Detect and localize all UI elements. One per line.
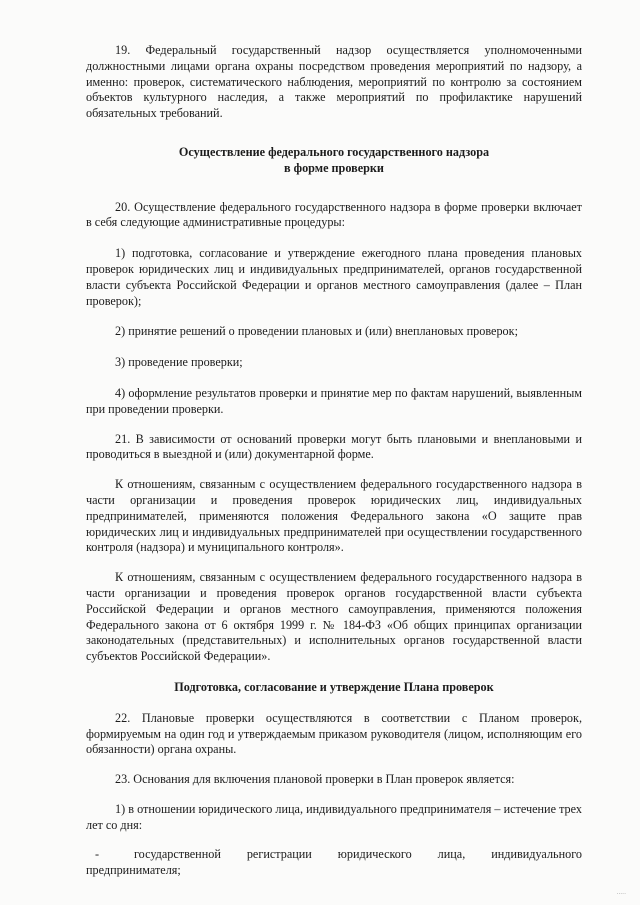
dash-marker: - (94, 847, 100, 862)
section-heading-inspection (86, 145, 582, 177)
heading-line-1: Осуществление федерального государственного надзора (178, 144, 490, 159)
paragraph-21: 21. В зависимости от оснований проверки могут быть плановыми и внеплановыми и проводиться в выездной и (или) документарной форме. (86, 431, 582, 462)
dash-list-item-first-line (86, 847, 582, 863)
list-item-20-3: 3) проведение проверки; (115, 355, 243, 370)
section-heading-plan: Подготовка, согласование и утверждение Плана проверок (174, 679, 494, 694)
paragraph-23: 23. Основания для включения плановой проверки в План проверок является: (115, 772, 515, 787)
document-body (86, 43, 582, 879)
paragraph-relations-1: К отношениям, связанным с осуществлением федерального государственного надзора в части организации и проведения проверок юридических лиц, индивидуальных предпринимателей, применяются положения Федерального закона «О защите прав юридических лиц и индивидуальных предпринимателей при осуществлении государственного контроля (надзора) и муниципального контроля». (86, 477, 582, 555)
paragraph-20: 20. Осуществление федерального государственного надзора в форме проверки включает в себя следующие административные процедуры: (86, 199, 582, 230)
dash-word: юридического (337, 847, 412, 862)
dash-word: государственной (133, 847, 221, 862)
dash-list-item-second-line: предпринимателя; (86, 863, 181, 878)
dash-word: лица, (437, 847, 466, 862)
list-item-20-2: 2) принятие решений о проведении плановых и (или) внеплановых проверок; (115, 324, 518, 339)
dash-word: индивидуального (491, 847, 582, 862)
paragraph-19: 19. Федеральный государственный надзор осуществляется уполномоченными должностными лицами органа охраны посредством проведения мероприятий по надзору, а именно: проверок, систематического наблюдения, мероприятий по контролю за состоянием объектов культурного наследия, а также мероприятий по профилактике нарушений обязательных требований. (86, 43, 582, 121)
dash-list-item (86, 847, 582, 879)
list-item-23-1: 1) в отношении юридического лица, индивидуального предпринимателя – истечение трех лет со дня: (86, 801, 582, 832)
scan-footer-mark: ..... (616, 889, 626, 897)
heading-line-2: в форме проверки (284, 160, 384, 175)
paragraph-relations-2: К отношениям, связанным с осуществлением федерального государственного надзора в части организации и проведения проверок органов государственной власти субъекта Российской Федерации и органов местного самоуправления, применяются положения Федерального закона от 6 октября 1999 г. № 184-ФЗ «Об общих принципах организации законодательных (представительных) и исполнительных органов государственной власти субъектов Российской Федерации». (86, 570, 582, 664)
list-item-20-4: 4) оформление результатов проверки и принятие мер по фактам нарушений, выявленным при проведении проверки. (86, 385, 582, 416)
list-item-20-1: 1) подготовка, согласование и утверждение ежегодного плана проведения плановых проверок юридических лиц и индивидуальных предпринимателей, органов государственной власти субъекта Российской Федерации и органов местного самоуправления (далее – План проверок); (86, 246, 582, 308)
dash-word: регистрации (246, 847, 312, 862)
paragraph-22: 22. Плановые проверки осуществляются в соответствии с Планом проверок, формируемым на один год и утверждаемым приказом руководителя (лицом, исполняющим его обязанности) органа охраны. (86, 710, 582, 757)
